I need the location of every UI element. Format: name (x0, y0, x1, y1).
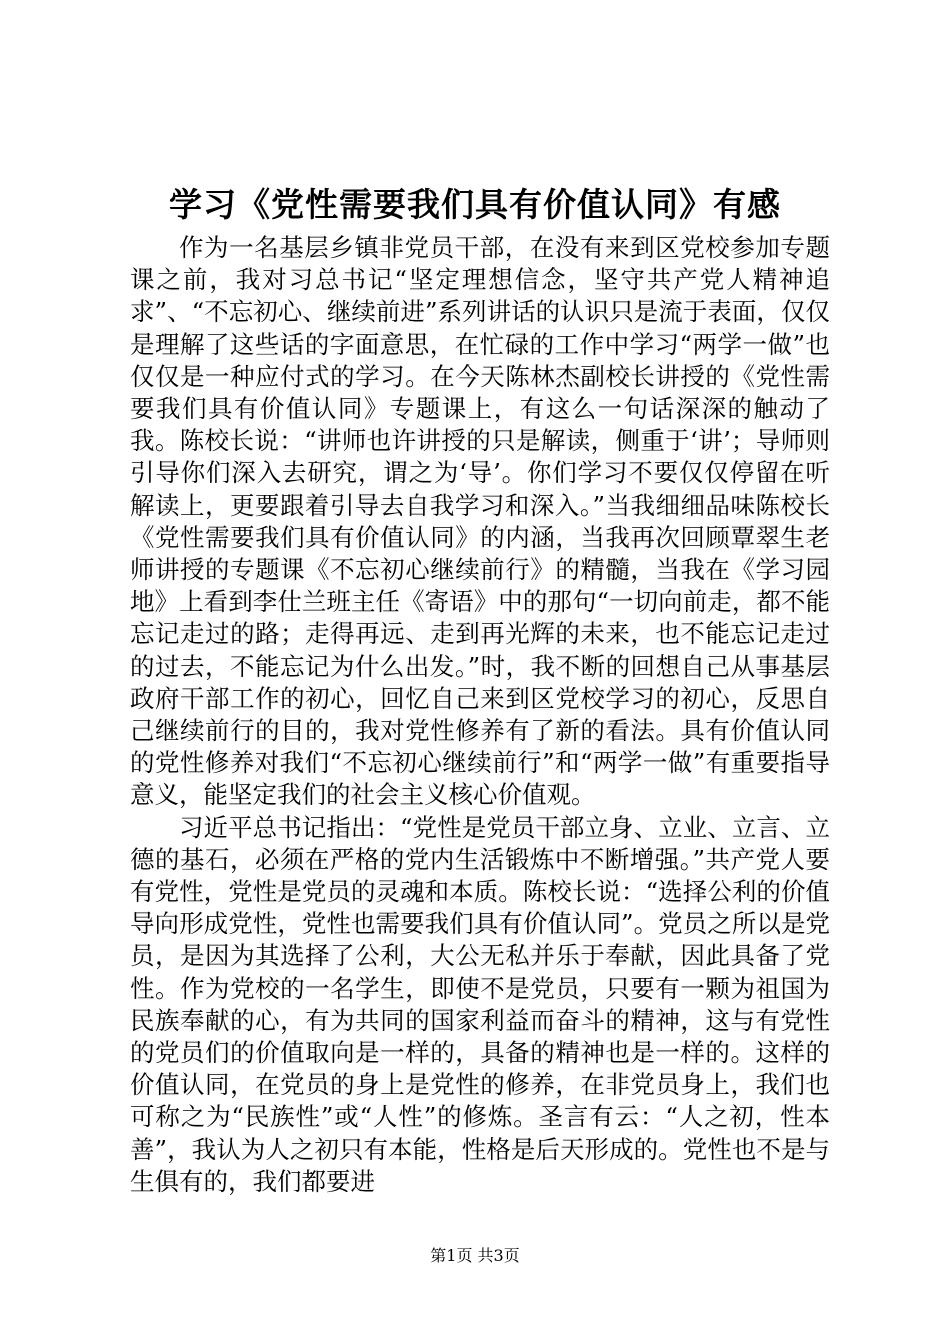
body-paragraph: 作为一名基层乡镇非党员干部，在没有来到区党校参加专题课之前，我对习总书记“坚定理想信念，坚守共产党人精神追求”、“不忘初心、继续前进”系列讲话的认识只是流于表面，仅仅是理解了这些话的字面意思，在忙碌的工作中学习“两学一做”也仅仅是一种应付式的学习。在今天陈林杰副校长讲授的《党性需要我们具有价值认同》专题课上，有这么一句话深深的触动了我。陈校长说：“讲师也许讲授的只是解读，侧重于‘讲’；导师则引导你们深入去研究，谓之为‘导’。你们学习不要仅仅停留在听解读上，更要跟着引导去自我学习和深入。”当我细细品味陈校长《党性需要我们具有价值认同》的内涵，当我再次回顾覃翠生老师讲授的专题课《不忘初心继续前行》的精髓，当我在《学习园地》上看到李仕兰班主任《寄语》中的那句“一切向前走，都不能忘记走过的路；走得再远、走到再光辉的未来，也不能忘记走过的过去，不能忘记为什么出发。”时，我不断的回想自己从事基层政府干部工作的初心，回忆自己来到区党校学习的初心，反思自己继续前行的目的，我对党性修养有了新的看法。具有价值认同的党性修养对我们“不忘初心继续前行”和“两学一做”有重要指导意义，能坚定我们的社会主义核心价值观。 (130, 233, 830, 810)
body-paragraph: 习近平总书记指出：“党性是党员干部立身、立业、立言、立德的基石，必须在严格的党内生活锻炼中不断增强。”共产党人要有党性，党性是党员的灵魂和本质。陈校长说：“选择公利的价值导向形成党性，党性也需要我们具有价值认同”。党员之所以是党员，是因为其选择了公利，大公无私并乐于奉献，因此具备了党性。作为党校的一名学生，即使不是党员，只要有一颗为祖国为民族奉献的心，有为共同的国家利益而奋斗的精神，这与有党性的党员们的价值取向是一样的，具备的精神也是一样的。这样的价值认同，在党员的身上是党性的修养，在非党员身上，我们也可称之为“民族性”或“人性”的修炼。圣言有云：“人之初，性本善”，我认为人之初只有本能，性格是后天形成的。党性也不是与生俱有的，我们都要进 (130, 812, 830, 1196)
document-title: 学习《党性需要我们具有价值认同》有感 (169, 185, 781, 224)
page-footer: 第1页 共3页 (430, 1246, 520, 1265)
document-body (130, 232, 830, 1198)
